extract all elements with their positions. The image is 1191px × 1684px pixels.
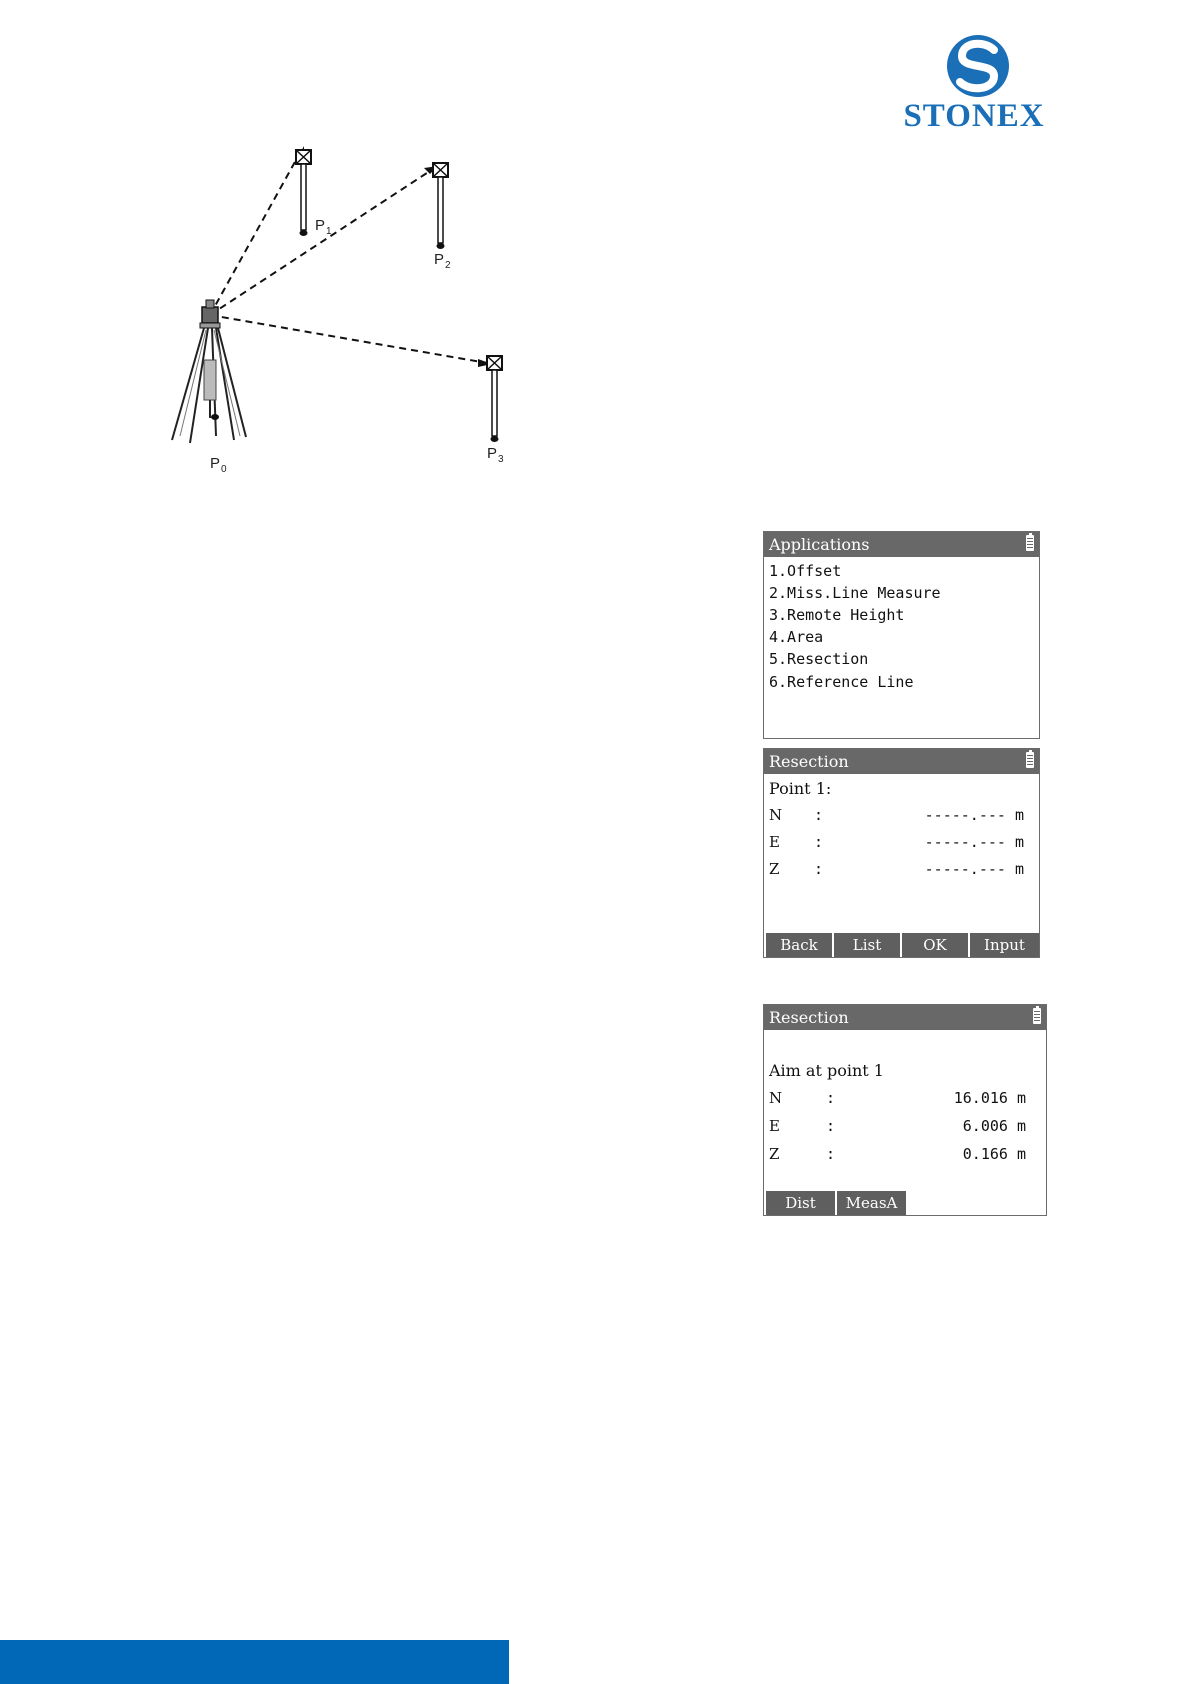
svg-text:3: 3 <box>498 454 504 465</box>
value-e: 6.006 m <box>962 1117 1026 1135</box>
dist-button[interactable]: Dist <box>766 1191 835 1215</box>
value-n: 16.016 m <box>953 1089 1026 1107</box>
point-label-p0 <box>210 455 227 475</box>
screen-title: Resection <box>764 1005 1046 1030</box>
menu-item-reference-line[interactable]: 6.Reference Line <box>769 673 914 691</box>
row-label-n: N <box>769 1089 783 1107</box>
menu-item-miss-line-measure[interactable]: 2.Miss.Line Measure <box>769 584 941 602</box>
row-label-e: E <box>769 833 780 851</box>
resection-diagram <box>170 140 520 480</box>
total-station-tripod <box>172 300 246 443</box>
stonex-emblem-icon <box>898 34 1050 98</box>
menu-item-resection[interactable]: 5.Resection <box>769 650 869 668</box>
aim-prompt: Aim at point 1 <box>769 1061 884 1080</box>
input-button[interactable]: Input <box>970 933 1039 957</box>
list-button[interactable]: List <box>834 933 900 957</box>
resection-input-screen <box>763 748 1040 958</box>
value-z: 0.166 m <box>962 1145 1026 1163</box>
resection-aim-screen <box>763 1004 1047 1216</box>
ok-button[interactable]: OK <box>902 933 968 957</box>
svg-text:P: P <box>487 445 498 462</box>
row-sep-e: : <box>826 1117 836 1135</box>
row-label-z: Z <box>769 860 780 878</box>
svg-text:0: 0 <box>221 464 227 475</box>
row-label-z: Z <box>769 1145 780 1163</box>
svg-text:2: 2 <box>445 260 451 271</box>
row-sep-z: : <box>814 860 824 878</box>
value-e: -----.--- m <box>924 833 1024 851</box>
station-point-p0 <box>211 414 219 420</box>
screen-title: Applications <box>764 532 1039 557</box>
battery-icon <box>1033 1008 1041 1024</box>
prism-pole-p1 <box>296 150 311 236</box>
softkey-bar <box>764 1191 1046 1215</box>
measa-button[interactable]: MeasA <box>837 1191 906 1215</box>
stonex-logo <box>898 34 1050 134</box>
svg-text:P: P <box>210 455 221 472</box>
value-z: -----.--- m <box>924 860 1024 878</box>
row-sep-z: : <box>826 1145 836 1163</box>
menu-item-remote-height[interactable]: 3.Remote Height <box>769 606 905 624</box>
value-n: -----.--- m <box>924 806 1024 824</box>
point-label-p1 <box>315 217 332 237</box>
screen-title: Resection <box>764 749 1039 774</box>
footer-bar <box>0 1640 509 1684</box>
point-label-p3 <box>487 445 504 465</box>
back-button[interactable]: Back <box>766 933 832 957</box>
brand-name: STONEX <box>903 98 1045 134</box>
softkey-bar <box>764 933 1039 957</box>
row-sep-e: : <box>814 833 824 851</box>
sight-line-p1 <box>210 151 301 315</box>
sight-line-p2 <box>210 169 433 315</box>
menu-item-offset[interactable]: 1.Offset <box>769 562 842 580</box>
row-label-e: E <box>769 1117 780 1135</box>
battery-icon <box>1026 752 1034 768</box>
point-label-p2 <box>434 251 451 271</box>
point-prompt: Point 1: <box>769 779 832 798</box>
row-sep-n: : <box>826 1089 836 1107</box>
applications-screen <box>763 531 1040 739</box>
row-sep-n: : <box>814 806 824 824</box>
battery-icon <box>1026 535 1034 551</box>
prism-pole-p3 <box>487 356 502 442</box>
svg-text:P: P <box>315 217 326 234</box>
sight-line-p3 <box>210 315 487 363</box>
row-label-n: N <box>769 806 783 824</box>
svg-text:P: P <box>434 251 445 268</box>
menu-item-area[interactable]: 4.Area <box>769 628 824 646</box>
svg-text:1: 1 <box>326 226 332 237</box>
prism-pole-p2 <box>433 163 448 249</box>
